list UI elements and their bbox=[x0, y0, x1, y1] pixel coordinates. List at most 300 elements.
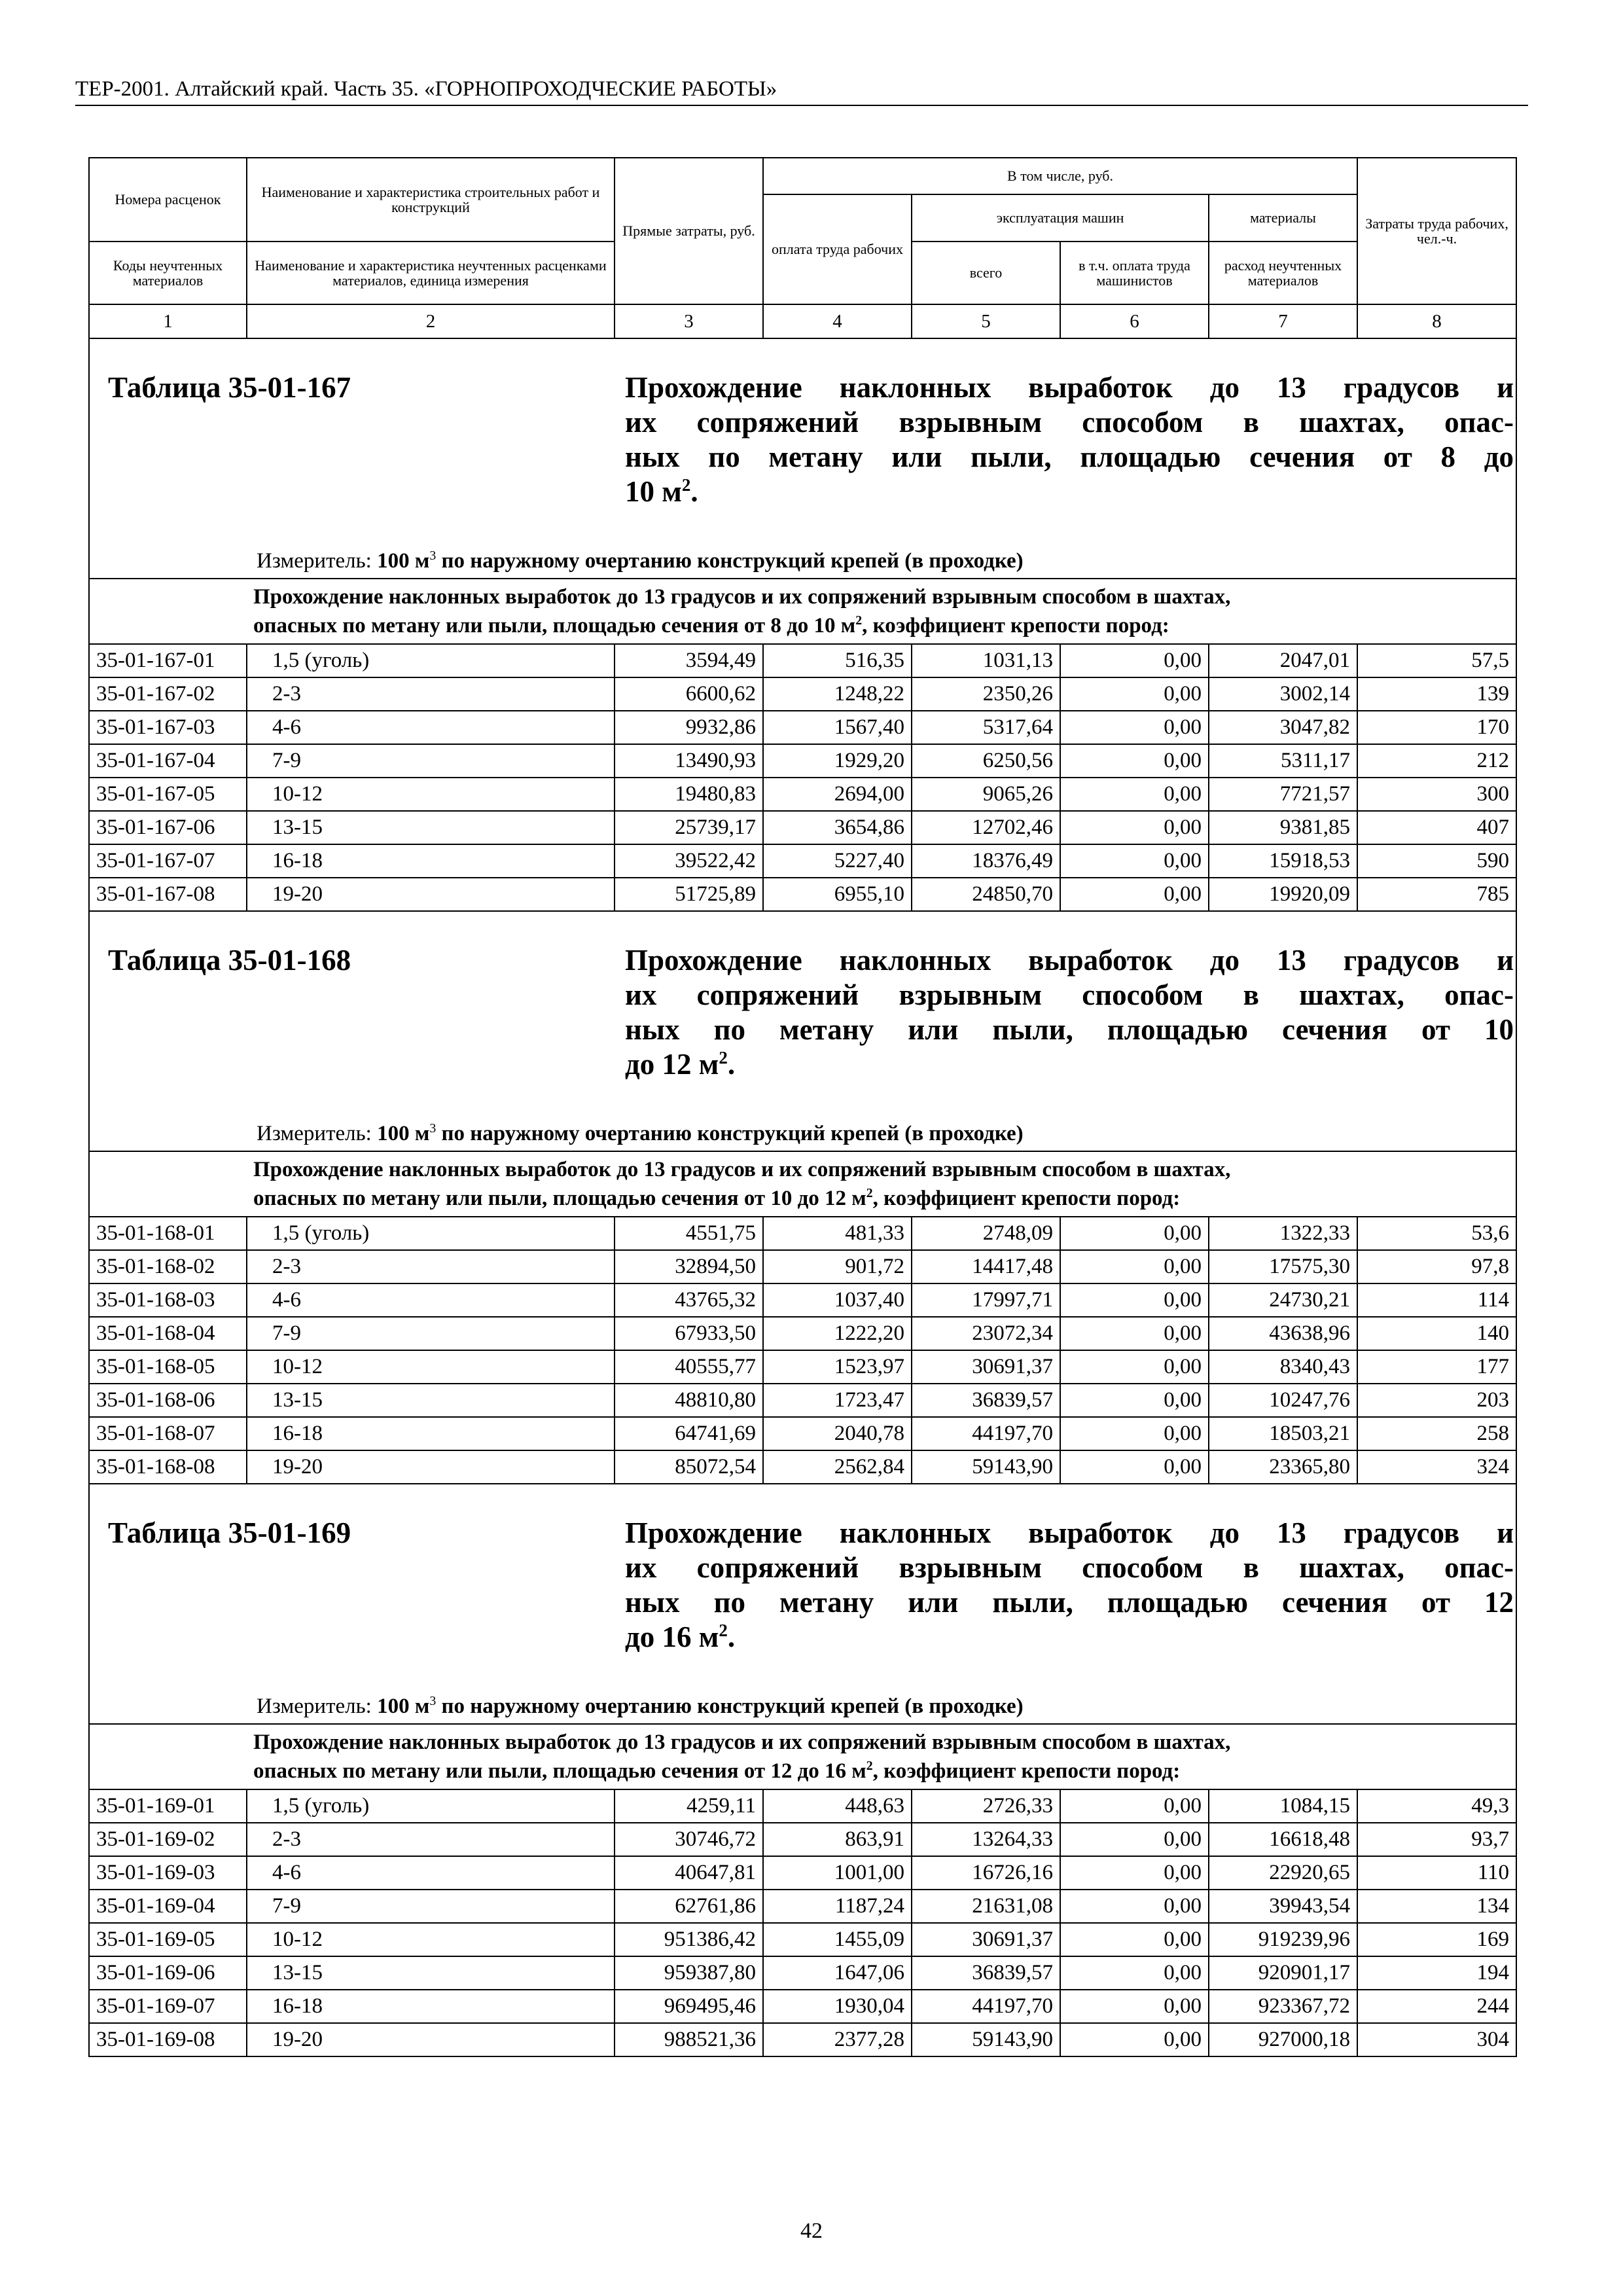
cell-code: 35-01-169-08 bbox=[89, 2023, 247, 2056]
cell-direct: 62761,86 bbox=[615, 1890, 763, 1923]
section-description bbox=[89, 1724, 1516, 1789]
cell-code: 35-01-169-04 bbox=[89, 1890, 247, 1923]
machines-header: эксплуатация машин bbox=[912, 194, 1209, 242]
table-row bbox=[89, 1250, 1516, 1283]
cell-labor: 1455,09 bbox=[763, 1923, 912, 1956]
cell-mach-labor: 0,00 bbox=[1060, 878, 1209, 911]
cell-mach: 24850,70 bbox=[912, 878, 1060, 911]
column-number: 3 bbox=[615, 304, 763, 338]
cell-name: 13-15 bbox=[247, 1956, 615, 1990]
cell-name: 2-3 bbox=[247, 677, 615, 711]
table-row bbox=[89, 1350, 1516, 1384]
col4-header: оплата труда рабочих bbox=[763, 194, 912, 304]
table-row bbox=[89, 1789, 1516, 1823]
cell-code: 35-01-167-04 bbox=[89, 744, 247, 778]
table-row bbox=[89, 1450, 1516, 1484]
cell-code: 35-01-169-02 bbox=[89, 1823, 247, 1856]
unit-sup: 3 bbox=[429, 548, 437, 563]
cell-name: 10-12 bbox=[247, 1923, 615, 1956]
cell-hours: 212 bbox=[1357, 744, 1516, 778]
cell-direct: 32894,50 bbox=[615, 1250, 763, 1283]
column-number: 6 bbox=[1060, 304, 1209, 338]
cell-direct: 19480,83 bbox=[615, 778, 763, 811]
section-title bbox=[625, 1516, 1514, 1655]
section-label: Таблица 35-01-169 bbox=[108, 1516, 351, 1549]
section-heading bbox=[89, 338, 1516, 579]
cell-name: 2-3 bbox=[247, 1823, 615, 1856]
cell-mach-labor: 0,00 bbox=[1060, 1956, 1209, 1990]
col6-header: в т.ч. оплата труда машинистов bbox=[1060, 242, 1209, 304]
cell-mat: 920901,17 bbox=[1209, 1956, 1357, 1990]
cell-mach: 18376,49 bbox=[912, 844, 1060, 878]
cell-labor: 2694,00 bbox=[763, 778, 912, 811]
cell-mach: 13264,33 bbox=[912, 1823, 1060, 1856]
cell-name: 7-9 bbox=[247, 1890, 615, 1923]
col7-header: расход неучтенных материалов bbox=[1209, 242, 1357, 304]
description-line bbox=[253, 1757, 1496, 1785]
cell-mach: 30691,37 bbox=[912, 1350, 1060, 1384]
table-row bbox=[89, 1317, 1516, 1350]
cell-labor: 1723,47 bbox=[763, 1384, 912, 1417]
cell-name: 16-18 bbox=[247, 844, 615, 878]
section-title-end: . bbox=[727, 1621, 736, 1653]
cell-direct: 4551,75 bbox=[615, 1217, 763, 1250]
column-number: 2 bbox=[247, 304, 615, 338]
cell-direct: 13490,93 bbox=[615, 744, 763, 778]
table-row bbox=[89, 677, 1516, 711]
description-text: , коэффициент крепости пород: bbox=[862, 614, 1169, 637]
cell-direct: 9932,86 bbox=[615, 711, 763, 744]
section-description-row bbox=[89, 1724, 1516, 1789]
description-line: Прохождение наклонных выработок до 13 градусов и их сопряжений взрывным способом в шахтах, bbox=[253, 1158, 1231, 1181]
cell-mach-labor: 0,00 bbox=[1060, 1450, 1209, 1484]
cell-mach: 2726,33 bbox=[912, 1789, 1060, 1823]
cell-code: 35-01-168-05 bbox=[89, 1350, 247, 1384]
section-title-line: Прохождение наклонных выработок до 13 градусов и bbox=[625, 371, 1514, 404]
header-rule bbox=[75, 105, 1528, 106]
cell-code: 35-01-167-01 bbox=[89, 644, 247, 677]
section-title-line: ных по метану или пыли, площадью сечения от 10 bbox=[625, 1013, 1514, 1046]
section-description bbox=[89, 1151, 1516, 1217]
section-description-row bbox=[89, 579, 1516, 644]
cell-direct: 67933,50 bbox=[615, 1317, 763, 1350]
cell-mat: 1084,15 bbox=[1209, 1789, 1357, 1823]
section-title-sup: 2 bbox=[719, 1621, 728, 1640]
cell-direct: 3594,49 bbox=[615, 644, 763, 677]
cell-hours: 590 bbox=[1357, 844, 1516, 878]
cell-mach: 17997,71 bbox=[912, 1283, 1060, 1317]
description-sup: 2 bbox=[866, 1186, 873, 1200]
cell-mat: 7721,57 bbox=[1209, 778, 1357, 811]
cell-mach-labor: 0,00 bbox=[1060, 1417, 1209, 1450]
cell-mach-labor: 0,00 bbox=[1060, 1789, 1209, 1823]
unit-rest: по наружному очертанию конструкций крепей (в проходке) bbox=[441, 1695, 1024, 1718]
table-row bbox=[89, 844, 1516, 878]
cell-labor: 863,91 bbox=[763, 1823, 912, 1856]
cell-mat: 24730,21 bbox=[1209, 1283, 1357, 1317]
cell-direct: 85072,54 bbox=[615, 1450, 763, 1484]
cell-name: 4-6 bbox=[247, 1856, 615, 1890]
col1-header-top: Номера расценок bbox=[89, 158, 247, 242]
cell-hours: 177 bbox=[1357, 1350, 1516, 1384]
cell-code: 35-01-169-01 bbox=[89, 1789, 247, 1823]
cell-labor: 1222,20 bbox=[763, 1317, 912, 1350]
cell-code: 35-01-167-05 bbox=[89, 778, 247, 811]
cell-mach: 59143,90 bbox=[912, 2023, 1060, 2056]
cell-hours: 114 bbox=[1357, 1283, 1516, 1317]
group-header: В том числе, руб. bbox=[763, 158, 1357, 194]
cell-code: 35-01-167-03 bbox=[89, 711, 247, 744]
cell-hours: 139 bbox=[1357, 677, 1516, 711]
cell-name: 16-18 bbox=[247, 1417, 615, 1450]
section-unit bbox=[257, 549, 1024, 573]
cell-hours: 194 bbox=[1357, 1956, 1516, 1990]
cell-hours: 134 bbox=[1357, 1890, 1516, 1923]
cell-name: 4-6 bbox=[247, 1283, 615, 1317]
cell-mach-labor: 0,00 bbox=[1060, 1923, 1209, 1956]
section-title-line bbox=[625, 1047, 1514, 1082]
cell-mach-labor: 0,00 bbox=[1060, 1856, 1209, 1890]
cell-name: 19-20 bbox=[247, 2023, 615, 2056]
table-row bbox=[89, 1217, 1516, 1250]
cell-mat: 927000,18 bbox=[1209, 2023, 1357, 2056]
description-text: опасных по метану или пыли, площадью сечения от 8 до 10 м bbox=[253, 614, 856, 637]
cell-hours: 140 bbox=[1357, 1317, 1516, 1350]
cell-mach: 1031,13 bbox=[912, 644, 1060, 677]
cell-name: 13-15 bbox=[247, 811, 615, 844]
cell-mach: 2350,26 bbox=[912, 677, 1060, 711]
cell-mach: 36839,57 bbox=[912, 1384, 1060, 1417]
cell-labor: 1523,97 bbox=[763, 1350, 912, 1384]
unit-rest: по наружному очертанию конструкций крепей (в проходке) bbox=[441, 549, 1024, 573]
table-row bbox=[89, 1856, 1516, 1890]
cell-mach-labor: 0,00 bbox=[1060, 677, 1209, 711]
cell-mach: 21631,08 bbox=[912, 1890, 1060, 1923]
description-line bbox=[253, 611, 1496, 640]
section-heading-row bbox=[89, 911, 1516, 1151]
cell-mach-labor: 0,00 bbox=[1060, 1217, 1209, 1250]
cell-code: 35-01-167-07 bbox=[89, 844, 247, 878]
cell-code: 35-01-168-06 bbox=[89, 1384, 247, 1417]
cell-labor: 901,72 bbox=[763, 1250, 912, 1283]
col2-header-top: Наименование и характеристика строительных работ и конструкций bbox=[247, 158, 615, 242]
description-line: Прохождение наклонных выработок до 13 градусов и их сопряжений взрывным способом в шахтах, bbox=[253, 585, 1231, 609]
cell-name: 7-9 bbox=[247, 744, 615, 778]
unit-value: 100 м bbox=[377, 1122, 430, 1145]
cell-mat: 18503,21 bbox=[1209, 1417, 1357, 1450]
cell-hours: 304 bbox=[1357, 2023, 1516, 2056]
cell-code: 35-01-167-02 bbox=[89, 677, 247, 711]
cell-name: 19-20 bbox=[247, 1450, 615, 1484]
cell-hours: 785 bbox=[1357, 878, 1516, 911]
cell-labor: 1187,24 bbox=[763, 1890, 912, 1923]
table-row bbox=[89, 778, 1516, 811]
cell-mach-labor: 0,00 bbox=[1060, 744, 1209, 778]
cell-mach-labor: 0,00 bbox=[1060, 1283, 1209, 1317]
cell-direct: 25739,17 bbox=[615, 811, 763, 844]
cell-name: 1,5 (уголь) bbox=[247, 1789, 615, 1823]
section-title-line: Прохождение наклонных выработок до 13 градусов и bbox=[625, 944, 1514, 977]
cell-direct: 6600,62 bbox=[615, 677, 763, 711]
cell-hours: 93,7 bbox=[1357, 1823, 1516, 1856]
cell-code: 35-01-167-08 bbox=[89, 878, 247, 911]
cell-mach-labor: 0,00 bbox=[1060, 1384, 1209, 1417]
cell-mat: 3002,14 bbox=[1209, 677, 1357, 711]
cell-name: 10-12 bbox=[247, 1350, 615, 1384]
cell-direct: 64741,69 bbox=[615, 1417, 763, 1450]
cell-labor: 2040,78 bbox=[763, 1417, 912, 1450]
cell-labor: 448,63 bbox=[763, 1789, 912, 1823]
table-row bbox=[89, 1823, 1516, 1856]
table-row bbox=[89, 711, 1516, 744]
cell-name: 1,5 (уголь) bbox=[247, 644, 615, 677]
cell-direct: 951386,42 bbox=[615, 1923, 763, 1956]
table-row bbox=[89, 744, 1516, 778]
materials-header: материалы bbox=[1209, 194, 1357, 242]
unit-sup: 3 bbox=[429, 1694, 437, 1708]
description-text: , коэффициент крепости пород: bbox=[872, 1187, 1181, 1210]
table-row bbox=[89, 1384, 1516, 1417]
sections-body bbox=[89, 338, 1516, 2056]
cell-mach-labor: 0,00 bbox=[1060, 1823, 1209, 1856]
cell-code: 35-01-167-06 bbox=[89, 811, 247, 844]
cell-hours: 169 bbox=[1357, 1923, 1516, 1956]
description-text: опасных по метану или пыли, площадью сечения от 12 до 16 м bbox=[253, 1759, 866, 1783]
section-title-line: Прохождение наклонных выработок до 13 градусов и bbox=[625, 1516, 1514, 1549]
table-row bbox=[89, 1990, 1516, 2023]
cell-hours: 53,6 bbox=[1357, 1217, 1516, 1250]
cell-labor: 481,33 bbox=[763, 1217, 912, 1250]
cell-mach-labor: 0,00 bbox=[1060, 1890, 1209, 1923]
col8-header: Затраты труда рабочих, чел.-ч. bbox=[1357, 158, 1516, 304]
cell-name: 1,5 (уголь) bbox=[247, 1217, 615, 1250]
cell-labor: 1037,40 bbox=[763, 1283, 912, 1317]
cell-labor: 5227,40 bbox=[763, 844, 912, 878]
page-number: 42 bbox=[800, 2219, 823, 2243]
cell-mach-labor: 0,00 bbox=[1060, 2023, 1209, 2056]
cell-labor: 2377,28 bbox=[763, 2023, 912, 2056]
cell-hours: 324 bbox=[1357, 1450, 1516, 1484]
cell-name: 13-15 bbox=[247, 1384, 615, 1417]
cell-mat: 22920,65 bbox=[1209, 1856, 1357, 1890]
cell-mat: 17575,30 bbox=[1209, 1250, 1357, 1283]
cell-mach-labor: 0,00 bbox=[1060, 1317, 1209, 1350]
table-row bbox=[89, 1417, 1516, 1450]
cell-direct: 969495,46 bbox=[615, 1990, 763, 2023]
section-title-end: . bbox=[727, 1048, 736, 1081]
unit-prefix: Измеритель: bbox=[257, 1695, 372, 1718]
table-row bbox=[89, 878, 1516, 911]
cell-mach: 14417,48 bbox=[912, 1250, 1060, 1283]
cell-mach: 12702,46 bbox=[912, 811, 1060, 844]
cell-direct: 988521,36 bbox=[615, 2023, 763, 2056]
table-header bbox=[89, 158, 1516, 338]
section-title-line: их сопряжений взрывным способом в шахтах, опас- bbox=[625, 978, 1514, 1011]
cell-mat: 8340,43 bbox=[1209, 1350, 1357, 1384]
running-header: ТЕР-2001. Алтайский край. Часть 35. «ГОРНОПРОХОДЧЕСКИЕ РАБОТЫ» bbox=[75, 77, 777, 101]
cell-mat: 923367,72 bbox=[1209, 1990, 1357, 2023]
cell-code: 35-01-168-04 bbox=[89, 1317, 247, 1350]
col5-header: всего bbox=[912, 242, 1060, 304]
cell-direct: 40647,81 bbox=[615, 1856, 763, 1890]
cell-mach: 9065,26 bbox=[912, 778, 1060, 811]
cell-mat: 39943,54 bbox=[1209, 1890, 1357, 1923]
cell-mat: 3047,82 bbox=[1209, 711, 1357, 744]
col2-header-bottom: Наименование и характеристика неучтенных расценками материалов, единица измерения bbox=[247, 242, 615, 304]
column-number: 7 bbox=[1209, 304, 1357, 338]
cell-mach-labor: 0,00 bbox=[1060, 1250, 1209, 1283]
cell-direct: 959387,80 bbox=[615, 1956, 763, 1990]
cell-direct: 4259,11 bbox=[615, 1789, 763, 1823]
unit-prefix: Измеритель: bbox=[257, 549, 372, 573]
table-row bbox=[89, 1923, 1516, 1956]
column-number: 1 bbox=[89, 304, 247, 338]
section-title-sup: 2 bbox=[681, 475, 691, 495]
cell-mat: 19920,09 bbox=[1209, 878, 1357, 911]
cell-name: 19-20 bbox=[247, 878, 615, 911]
section-heading-row bbox=[89, 1484, 1516, 1724]
section-label: Таблица 35-01-167 bbox=[108, 371, 351, 404]
section-title bbox=[625, 943, 1514, 1082]
cell-labor: 1930,04 bbox=[763, 1990, 912, 2023]
column-number: 8 bbox=[1357, 304, 1516, 338]
section-title-line: ных по метану или пыли, площадью сечения от 12 bbox=[625, 1586, 1514, 1619]
cell-labor: 1001,00 bbox=[763, 1856, 912, 1890]
col1-header-bottom: Коды неучтенных материалов bbox=[89, 242, 247, 304]
cell-hours: 110 bbox=[1357, 1856, 1516, 1890]
cell-mach-labor: 0,00 bbox=[1060, 1990, 1209, 2023]
cell-code: 35-01-169-06 bbox=[89, 1956, 247, 1990]
cell-mach: 16726,16 bbox=[912, 1856, 1060, 1890]
cell-mat: 16618,48 bbox=[1209, 1823, 1357, 1856]
cell-hours: 258 bbox=[1357, 1417, 1516, 1450]
cell-labor: 516,35 bbox=[763, 644, 912, 677]
cell-code: 35-01-169-03 bbox=[89, 1856, 247, 1890]
section-title-text: до 12 м bbox=[625, 1048, 719, 1081]
unit-prefix: Измеритель: bbox=[257, 1122, 372, 1145]
section-title-line: их сопряжений взрывным способом в шахтах, опас- bbox=[625, 406, 1514, 439]
description-sup: 2 bbox=[855, 613, 863, 628]
cell-mach: 44197,70 bbox=[912, 1417, 1060, 1450]
section-heading bbox=[89, 1484, 1516, 1724]
cell-hours: 407 bbox=[1357, 811, 1516, 844]
cell-mat: 1322,33 bbox=[1209, 1217, 1357, 1250]
section-title-end: . bbox=[690, 475, 698, 508]
cell-hours: 57,5 bbox=[1357, 644, 1516, 677]
cell-name: 2-3 bbox=[247, 1250, 615, 1283]
section-description-row bbox=[89, 1151, 1516, 1217]
cell-code: 35-01-168-03 bbox=[89, 1283, 247, 1317]
cell-hours: 49,3 bbox=[1357, 1789, 1516, 1823]
cell-hours: 203 bbox=[1357, 1384, 1516, 1417]
section-unit bbox=[257, 1122, 1024, 1146]
cell-labor: 2562,84 bbox=[763, 1450, 912, 1484]
cell-mat: 919239,96 bbox=[1209, 1923, 1357, 1956]
description-text: опасных по метану или пыли, площадью сечения от 10 до 12 м bbox=[253, 1187, 866, 1210]
description-line bbox=[253, 1184, 1496, 1213]
cell-mach: 6250,56 bbox=[912, 744, 1060, 778]
cell-mat: 15918,53 bbox=[1209, 844, 1357, 878]
cell-labor: 1248,22 bbox=[763, 677, 912, 711]
cell-hours: 97,8 bbox=[1357, 1250, 1516, 1283]
cell-mach-labor: 0,00 bbox=[1060, 1350, 1209, 1384]
cell-mach: 30691,37 bbox=[912, 1923, 1060, 1956]
cell-mach-labor: 0,00 bbox=[1060, 711, 1209, 744]
cell-name: 4-6 bbox=[247, 711, 615, 744]
section-title-sup: 2 bbox=[719, 1048, 728, 1067]
unit-rest: по наружному очертанию конструкций крепей (в проходке) bbox=[441, 1122, 1024, 1145]
cell-mach: 23072,34 bbox=[912, 1317, 1060, 1350]
table-row bbox=[89, 1890, 1516, 1923]
cell-code: 35-01-169-05 bbox=[89, 1923, 247, 1956]
section-title-text: 10 м bbox=[625, 475, 682, 508]
cell-name: 10-12 bbox=[247, 778, 615, 811]
description-text: , коэффициент крепости пород: bbox=[872, 1759, 1181, 1783]
cell-hours: 300 bbox=[1357, 778, 1516, 811]
cell-labor: 3654,86 bbox=[763, 811, 912, 844]
column-number: 5 bbox=[912, 304, 1060, 338]
cell-mat: 43638,96 bbox=[1209, 1317, 1357, 1350]
section-title-line: ных по метану или пыли, площадью сечения от 8 до bbox=[625, 440, 1514, 473]
section-title-line: их сопряжений взрывным способом в шахтах, опас- bbox=[625, 1551, 1514, 1584]
table-row bbox=[89, 1956, 1516, 1990]
cell-labor: 1929,20 bbox=[763, 744, 912, 778]
unit-value: 100 м bbox=[377, 1695, 430, 1718]
cell-direct: 40555,77 bbox=[615, 1350, 763, 1384]
cell-direct: 43765,32 bbox=[615, 1283, 763, 1317]
section-description bbox=[89, 579, 1516, 644]
section-title-line bbox=[625, 1620, 1514, 1655]
cell-mat: 5311,17 bbox=[1209, 744, 1357, 778]
section-label: Таблица 35-01-168 bbox=[108, 944, 351, 977]
cell-code: 35-01-168-07 bbox=[89, 1417, 247, 1450]
cell-hours: 170 bbox=[1357, 711, 1516, 744]
table-row bbox=[89, 644, 1516, 677]
rates-table bbox=[88, 157, 1517, 2057]
cell-direct: 39522,42 bbox=[615, 844, 763, 878]
cell-code: 35-01-168-08 bbox=[89, 1450, 247, 1484]
cell-hours: 244 bbox=[1357, 1990, 1516, 2023]
cell-code: 35-01-168-01 bbox=[89, 1217, 247, 1250]
cell-code: 35-01-168-02 bbox=[89, 1250, 247, 1283]
section-heading-row bbox=[89, 338, 1516, 579]
cell-name: 16-18 bbox=[247, 1990, 615, 2023]
cell-labor: 1567,40 bbox=[763, 711, 912, 744]
cell-mat: 10247,76 bbox=[1209, 1384, 1357, 1417]
cell-mat: 2047,01 bbox=[1209, 644, 1357, 677]
cell-direct: 51725,89 bbox=[615, 878, 763, 911]
description-line: Прохождение наклонных выработок до 13 градусов и их сопряжений взрывным способом в шахтах, bbox=[253, 1731, 1231, 1754]
section-heading bbox=[89, 911, 1516, 1151]
cell-mach: 59143,90 bbox=[912, 1450, 1060, 1484]
column-number: 4 bbox=[763, 304, 912, 338]
cell-mach-labor: 0,00 bbox=[1060, 844, 1209, 878]
section-title-line bbox=[625, 475, 1514, 509]
cell-mach-labor: 0,00 bbox=[1060, 644, 1209, 677]
cell-mach: 2748,09 bbox=[912, 1217, 1060, 1250]
section-title bbox=[625, 370, 1514, 509]
cell-code: 35-01-169-07 bbox=[89, 1990, 247, 2023]
cell-name: 7-9 bbox=[247, 1317, 615, 1350]
unit-value: 100 м bbox=[377, 549, 430, 573]
cell-mat: 9381,85 bbox=[1209, 811, 1357, 844]
cell-direct: 30746,72 bbox=[615, 1823, 763, 1856]
cell-mach: 36839,57 bbox=[912, 1956, 1060, 1990]
col3-header: Прямые затраты, руб. bbox=[615, 158, 763, 304]
cell-mach: 5317,64 bbox=[912, 711, 1060, 744]
cell-labor: 6955,10 bbox=[763, 878, 912, 911]
description-sup: 2 bbox=[866, 1759, 873, 1773]
